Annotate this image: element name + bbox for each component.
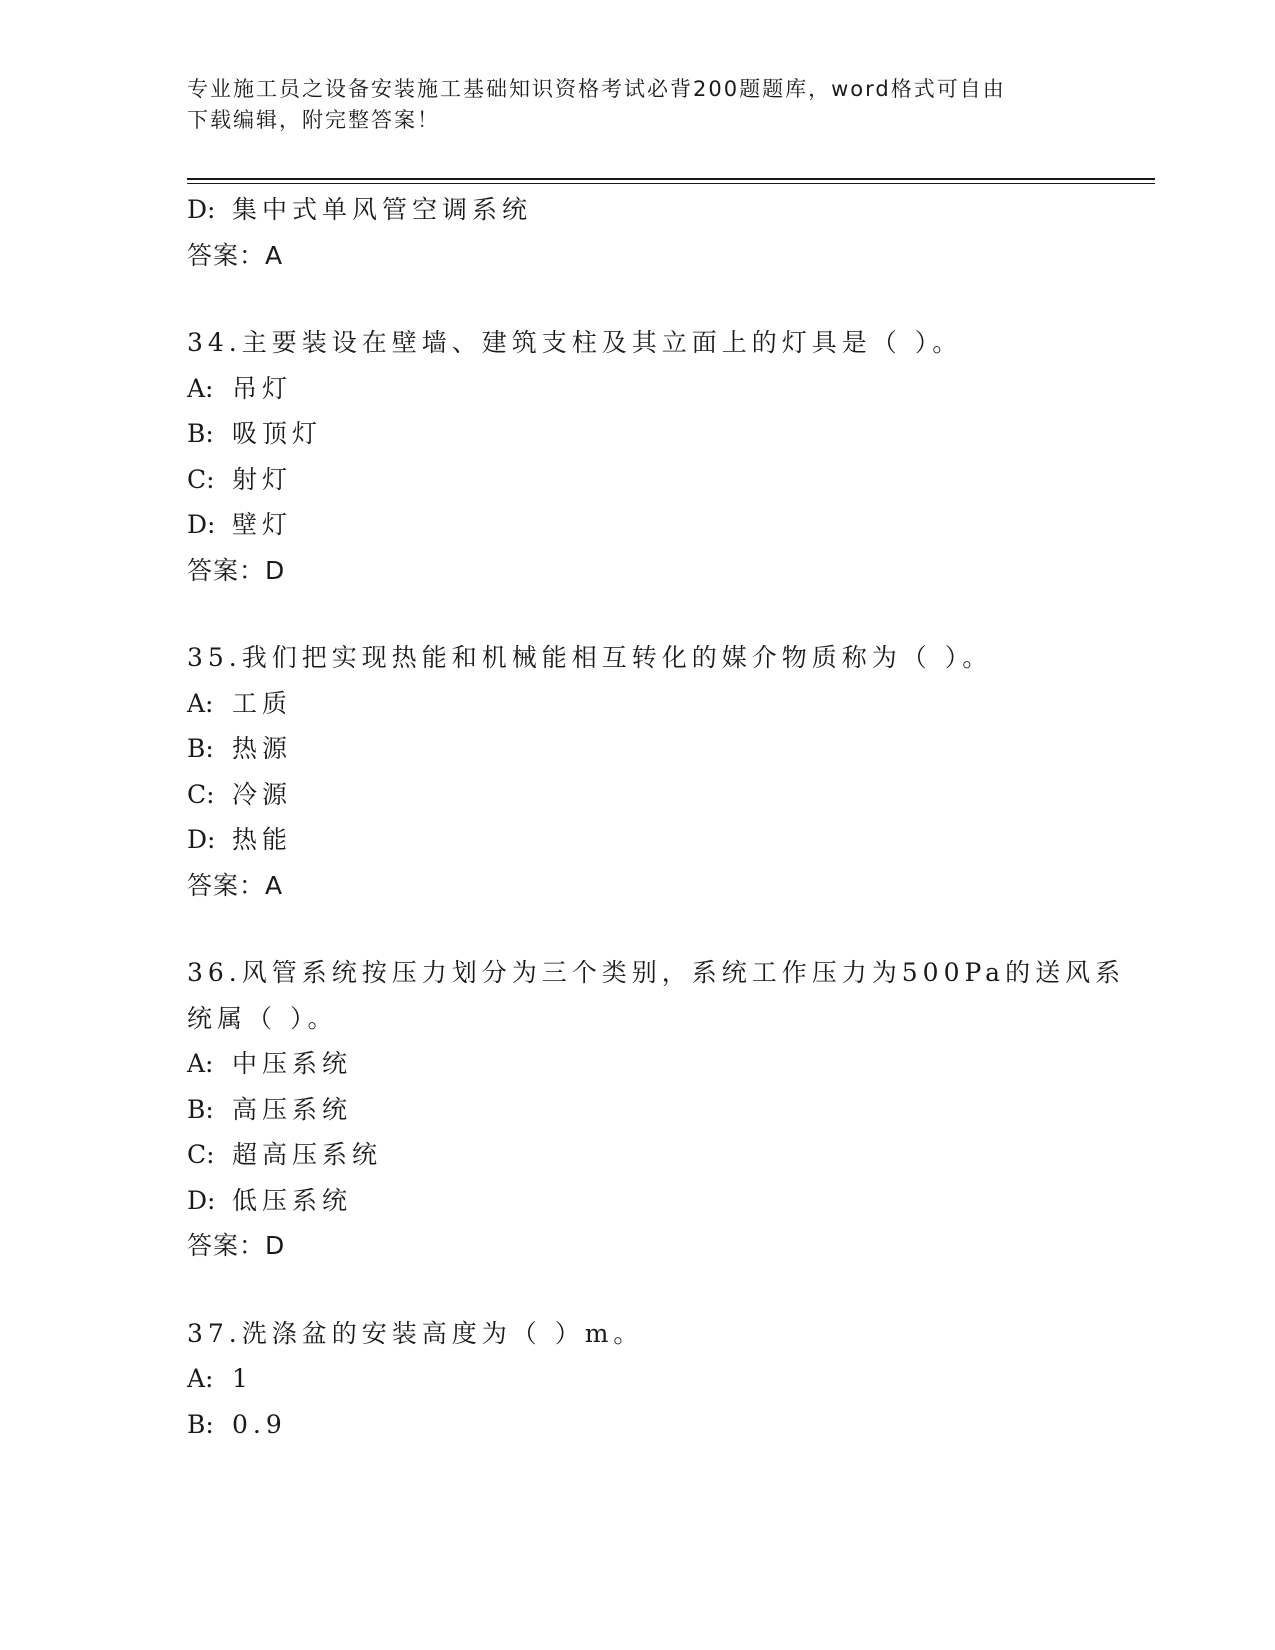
- option-key: D:: [187, 510, 216, 539]
- option-text: 射灯: [232, 464, 293, 494]
- option-d: [187, 1178, 1087, 1224]
- document-header: [187, 74, 1067, 136]
- option-key: B:: [187, 734, 214, 763]
- question-list: [187, 187, 1126, 1447]
- option-text: 冷源: [232, 779, 293, 809]
- option-key: D:: [187, 195, 216, 224]
- option-d: [187, 502, 1087, 548]
- spacer: [187, 908, 1087, 950]
- option-key: A:: [187, 1049, 214, 1078]
- question-37: [187, 1311, 1087, 1357]
- option-text: 1: [232, 1364, 253, 1393]
- option-a: [187, 1356, 1087, 1402]
- question-35: [187, 635, 1087, 681]
- option-key: B:: [187, 1409, 214, 1439]
- option-key: D:: [187, 825, 216, 854]
- answer-line: 答案：A: [187, 240, 284, 270]
- header-line-2: 下载编辑，附完整答案！: [187, 108, 440, 132]
- option-d: [187, 187, 1087, 233]
- option-a: [187, 366, 1087, 412]
- spacer: [187, 593, 1087, 635]
- option-a: [187, 681, 1087, 727]
- header-line-1: 专业施工员之设备安装施工基础知识资格考试必背200题题库，word格式可自由: [187, 77, 1006, 101]
- option-key: A:: [187, 688, 214, 718]
- option-key: C:: [187, 779, 215, 809]
- answer-line: 答案：A: [187, 870, 284, 900]
- option-text: 吸顶灯: [232, 419, 323, 448]
- spacer: [187, 278, 1087, 320]
- option-key: C:: [187, 464, 215, 494]
- option-key: A:: [187, 1364, 214, 1393]
- question-34: [187, 320, 1087, 366]
- question-text: 风管系统按压力划分为三个类别，系统工作压力为500Pa的送风系: [241, 958, 1126, 987]
- spacer: [187, 1269, 1087, 1311]
- question-number: 37.: [187, 1318, 242, 1348]
- question-number: 36.: [187, 958, 242, 987]
- option-b: [187, 1087, 1087, 1133]
- option-c: [187, 457, 1087, 503]
- option-text: 热能: [232, 825, 293, 854]
- option-key: A:: [187, 373, 214, 403]
- answer-line: 答案：D: [187, 1231, 286, 1260]
- question-text: 主要装设在壁墙、建筑支柱及其立面上的灯具是（ ）。: [241, 328, 963, 357]
- header-divider-thin: [187, 183, 1155, 184]
- option-text: 吊灯: [232, 373, 293, 403]
- question-text: 我们把实现热能和机械能相互转化的媒介物质称为（ ）。: [241, 643, 993, 672]
- option-text: 壁灯: [232, 510, 293, 539]
- question-36: [187, 950, 1126, 996]
- option-a: [187, 1041, 1087, 1087]
- option-text: 工质: [232, 688, 293, 718]
- option-c: [187, 1132, 1087, 1178]
- option-text: 高压系统: [232, 1094, 353, 1124]
- option-b: [187, 726, 1087, 772]
- question-number: 35.: [187, 643, 242, 672]
- option-c: [187, 772, 1087, 818]
- option-text: 中压系统: [232, 1049, 353, 1078]
- option-text: 低压系统: [232, 1185, 353, 1215]
- question-text: 洗涤盆的安装高度为（ ）m。: [241, 1318, 644, 1348]
- question-number: 34.: [187, 328, 242, 357]
- option-key: B:: [187, 419, 214, 448]
- answer-line: 答案：D: [187, 555, 286, 585]
- option-b: [187, 411, 1087, 457]
- header-divider-thick: [187, 178, 1155, 180]
- option-d: [187, 817, 1087, 863]
- question-36-continued: 统属（ ）。: [187, 1003, 338, 1033]
- option-text: 集中式单风管空调系统: [232, 195, 533, 224]
- option-b: [187, 1402, 1087, 1448]
- option-text: 热源: [232, 734, 293, 763]
- option-key: C:: [187, 1140, 215, 1169]
- option-text: 0.9: [232, 1409, 287, 1439]
- option-key: B:: [187, 1094, 214, 1124]
- option-text: 超高压系统: [232, 1140, 383, 1169]
- option-key: D:: [187, 1185, 216, 1215]
